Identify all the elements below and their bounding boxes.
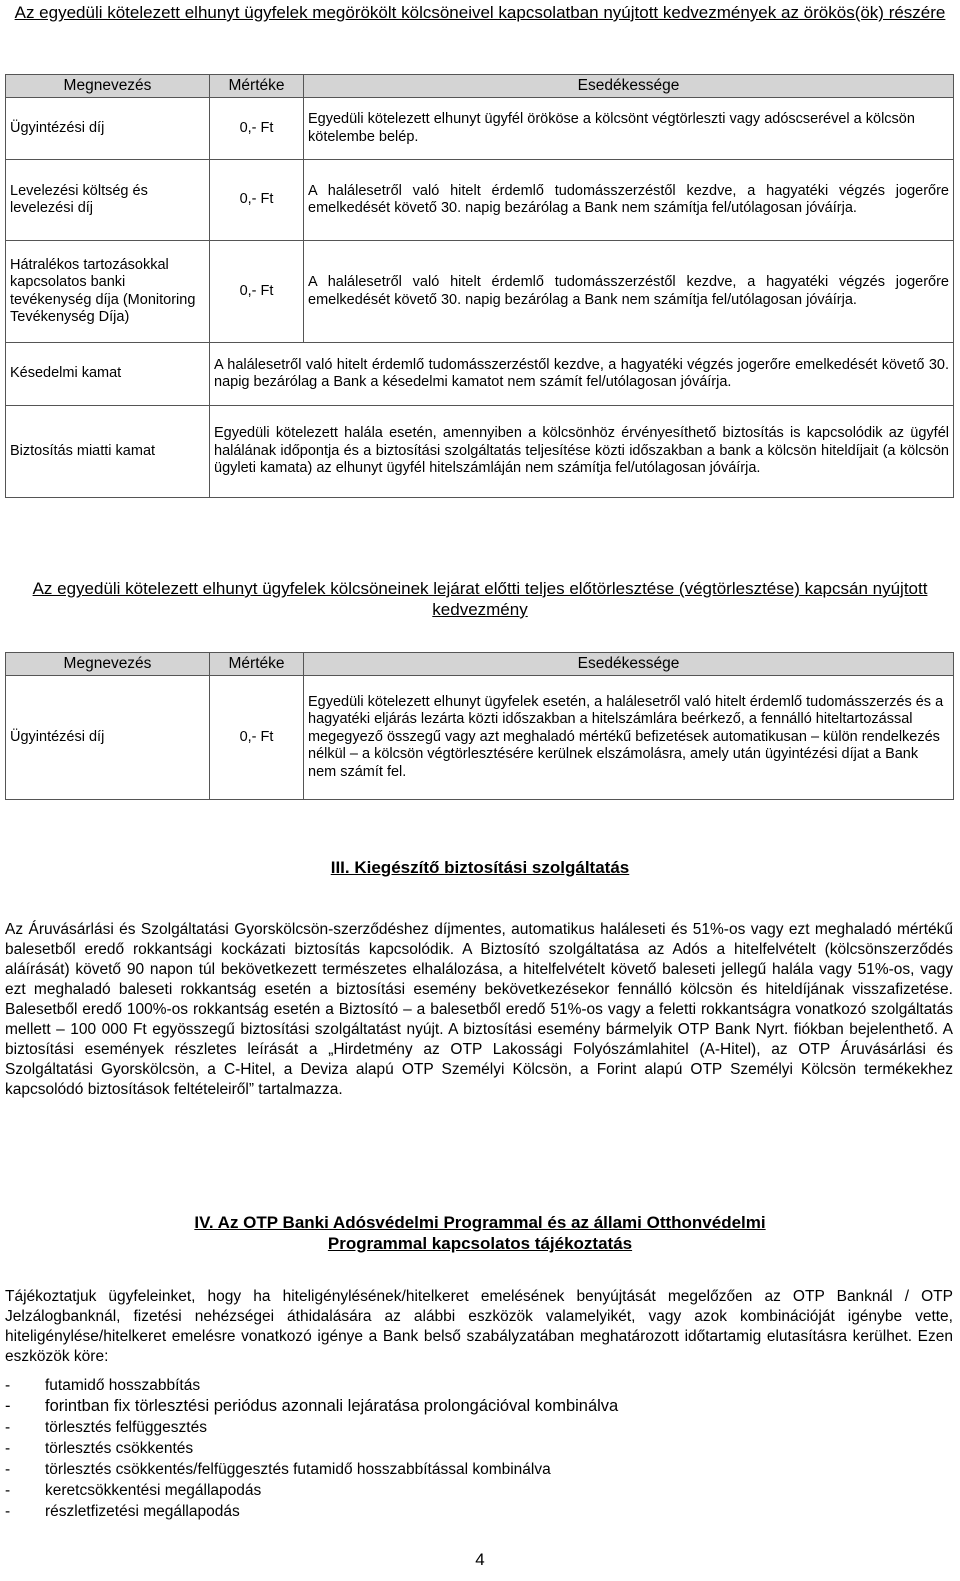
list-item: - törlesztés csökkentés	[5, 1440, 194, 1457]
col-header-rate: Mértéke	[210, 75, 304, 98]
row-name: Késedelmi kamat	[6, 343, 210, 406]
section2-title: Az egyedüli kötelezett elhunyt ügyfelek kölcsöneinek lejárat előtti teljes előtörlesztése (végtörlesztése) kapcsán nyújtott kedvezmény	[32, 579, 928, 619]
tools-list	[5, 1375, 953, 1522]
table-header-row	[6, 75, 954, 98]
list-item: - keretcsökkentési megállapodás	[5, 1482, 262, 1499]
fee-table-prepayment	[5, 652, 954, 800]
table-row	[6, 343, 954, 406]
table-row	[6, 676, 954, 800]
row-name: Biztosítás miatti kamat	[6, 406, 210, 498]
list-item: - törlesztés csökkentés/felfüggesztés futamidő hosszabbítással kombinálva	[5, 1461, 551, 1478]
list-item: - futamidő hosszabbítás	[5, 1377, 201, 1394]
section3-title: III. Kiegészítő biztosítási szolgáltatás	[330, 858, 630, 877]
row-due: A halálesetről való hitelt érdemlő tudomásszerzéstől kezdve, a hagyatéki végzés jogerőre emelkedését követő 30. napig bezárólag a Bank nem számítja fel/utólagosan jóváírja.	[304, 241, 954, 343]
row-due: Egyedüli kötelezett elhunyt ügyfél örököse a kölcsönt végtörleszti vagy adóscserével a kölcsön kötelembe belép.	[304, 98, 954, 160]
list-item: - forintban fix törlesztési periódus azonnali lejáratása prolongációval kombinálva	[5, 1397, 619, 1415]
section3-body: Az Áruvásárlási és Szolgáltatási Gyorskölcsön-szerződéshez díjmentes, automatikus haláleseti és 51%-os vagy ezt meghaladó mértékű balesetből eredő rokkantsági kockázati biztosítás kapcsolódik. A Biztosító szolgáltatása az Adós a hitelfelvételt (kölcsönszerződés aláírását) követő 90 napon túl bekövetkezett természetes elhalálozása, a hitelfelvételt követő baleseti jellegű halála vagy 51%-os, vagy ezt meghaladó baleseti rokkantság esetén a biztosítási esemény bekövetkezésekor fennálló kölcsön és hiteldíjának visszafizetése. Balesetből eredő 100%-os rokkantság esetén a Biztosító – a balesetből eredő 51%-os vagy a feletti rokkantságra vonatkozó szolgáltatás mellett – 100 000 Ft egyösszegű biztosítási szolgáltatást nyújt. A biztosítási esemény bármelyik OTP Bank Nyrt. fiókban bejelenthető. A biztosítási események részletes leírását a „Hirdetmény az OTP Lakossági Folyószámlahitel (A-Hitel), az OTP Áruvásárlási és Szolgáltatási Gyorskölcsön, a C-Hitel, a Deviza alapú OTP Személyi Kölcsön, a Forint alapú OTP Személyi Kölcsön termékekhez kapcsolódó biztosítások feltételeiről” tartalmazza.	[5, 921, 953, 1098]
row-due: A halálesetről való hitelt érdemlő tudomásszerzéstől kezdve, a hagyatéki végzés jogerőre emelkedését követő 30. napig bezárólag a Bank nem számítja fel/utólagosan jóváírja.	[304, 160, 954, 241]
row-name: Levelezési költség és levelezési díj	[6, 160, 210, 241]
col-header-due: Esedékessége	[304, 75, 954, 98]
col-header-due: Esedékessége	[304, 653, 954, 676]
page-number: 4	[475, 1550, 485, 1569]
list-item: - részletfizetési megállapodás	[5, 1503, 240, 1520]
row-rate: 0,- Ft	[210, 241, 304, 343]
section4-title: IV. Az OTP Banki Adósvédelmi Programmal és az állami Otthonvédelmi Programmal kapcsolatos tájékoztatás	[194, 1213, 766, 1253]
row-due: Egyedüli kötelezett elhunyt ügyfelek esetén, a halálesetről való hitelt érdemlő tudomásszerzés és a hagyatéki eljárás lezárta közti időszakban a hitelszámlára beérkező, a fennálló hiteltartozással megegyező összegű vagy azt meghaladó mértékű befizetések automatikusan – külön rendelkezés nélkül – a kölcsön végtörlesztésére kerülnek elszámolásra, amely után ügyintézési díjat a Bank nem számít fel.	[304, 676, 954, 800]
row-rate: 0,- Ft	[210, 160, 304, 241]
col-header-name: Megnevezés	[6, 75, 210, 98]
col-header-rate: Mértéke	[210, 653, 304, 676]
section4-body: Tájékoztatjuk ügyfeleinket, hogy ha hiteligénylésének/hitelkeret emelésének benyújtását megelőzően az OTP Banknál / OTP Jelzálogbanknál, fizetési nehézségei áthidalására az alábbi eszközök valamelyikét, vagy azok kombinációját igénybe vette, hiteligénylése/hitelkeret emelésre vonatkozó igénye a Bank belső szabályzatában meghatározott időtartamig elutasításra kerülhet. Ezen eszközök köre:	[5, 1288, 953, 1365]
section1-title: Az egyedüli kötelezett elhunyt ügyfelek megörökölt kölcsöneivel kapcsolatban nyújtott kedvezmények az örökös(ök) részére	[14, 3, 946, 22]
row-name: Hátralékos tartozásokkal kapcsolatos banki tevékenység díja (Monitoring Tevékenység Díja)	[6, 241, 210, 343]
row-rate: 0,- Ft	[210, 98, 304, 160]
row-due: A halálesetről való hitelt érdemlő tudomásszerzéstől kezdve, a hagyatéki végzés jogerőre emelkedését követő 30. napig bezárólag a Bank a késedelmi kamatot nem számít fel/utólagosan jóváírja.	[210, 343, 954, 406]
table-row	[6, 406, 954, 498]
row-due: Egyedüli kötelezett halála esetén, amennyiben a kölcsönhöz érvényesíthető biztosítás is kapcsolódik az ügyfél halálának időpontja és a biztosítási szolgáltatás teljesítése közti időszakban a bank a kölcsön hiteldíjait (a kölcsön ügyleti kamata) az elhunyt ügyfél hitelszámláján nem számítja fel/utólagosan jóváírja.	[210, 406, 954, 498]
row-rate: 0,- Ft	[210, 676, 304, 800]
table-row	[6, 98, 954, 160]
col-header-name: Megnevezés	[6, 653, 210, 676]
table-row	[6, 241, 954, 343]
row-name: Ügyintézési díj	[6, 676, 210, 800]
table-row	[6, 160, 954, 241]
table-header-row	[6, 653, 954, 676]
row-name: Ügyintézési díj	[6, 98, 210, 160]
list-item: - törlesztés felfüggesztés	[5, 1419, 207, 1436]
fee-table-inheritance	[5, 74, 954, 498]
